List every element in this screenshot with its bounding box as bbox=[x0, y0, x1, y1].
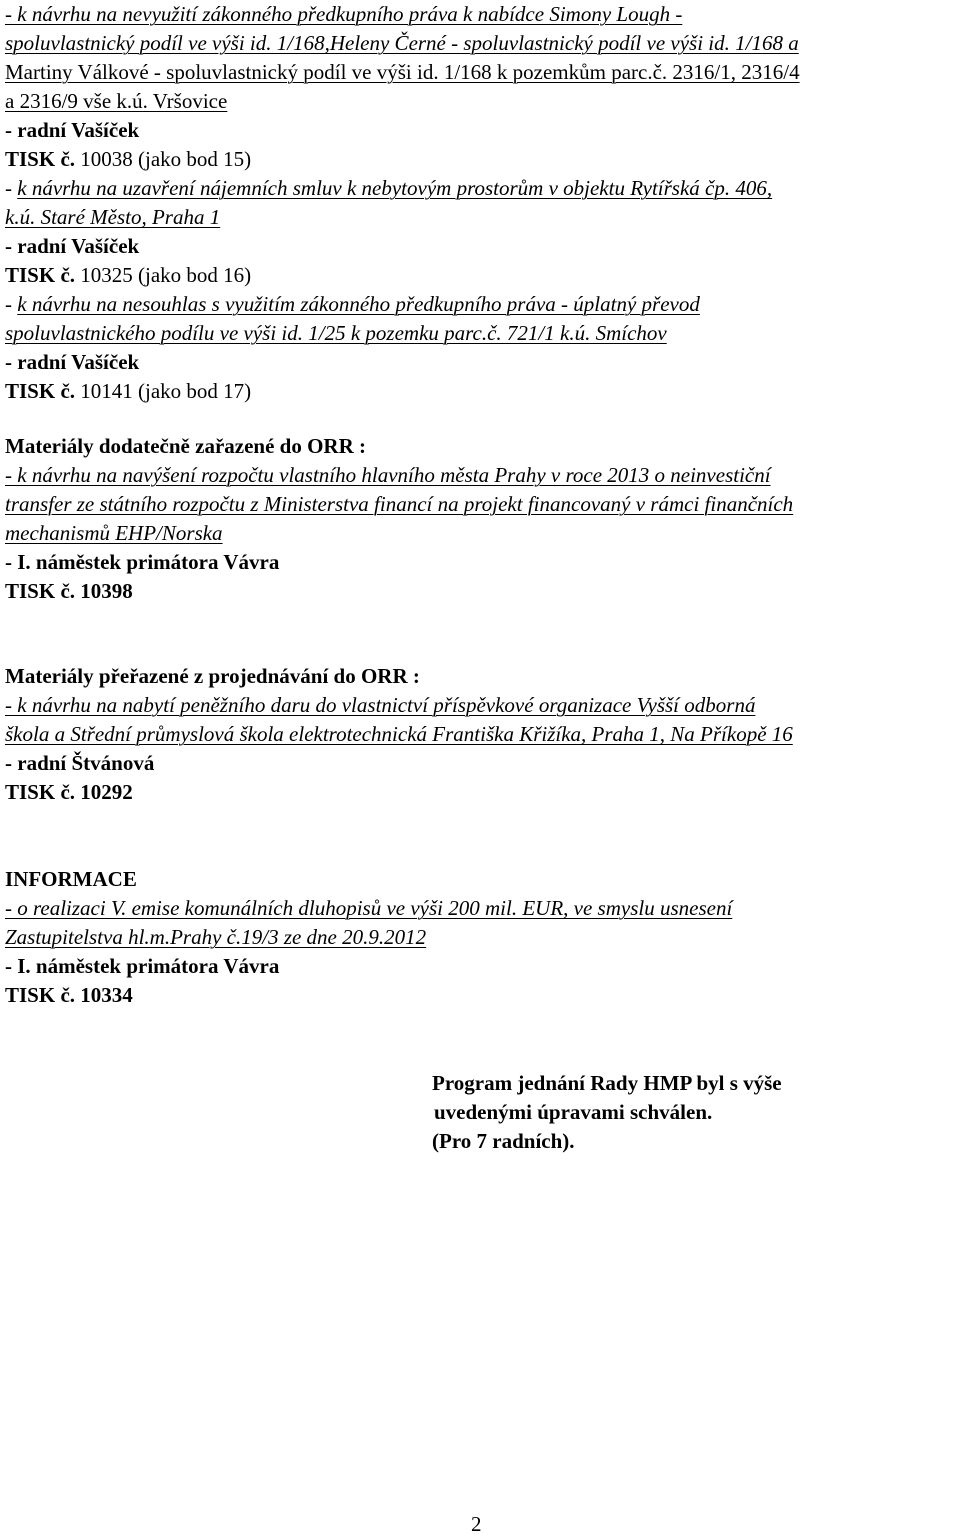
presenter: - I. náměstek primátora Vávra bbox=[5, 550, 280, 574]
item-text-line: k.ú. Staré Město, Praha 1 bbox=[5, 205, 221, 229]
section-heading: Materiály přeřazené z projednávání do ORR : bbox=[5, 664, 420, 688]
item-text: k návrhu na uzavření nájemních smluv k nebytovým prostorům v objektu Rytířská čp. 406, bbox=[17, 176, 773, 200]
tisk-reference: TISK č. 10292 bbox=[5, 780, 133, 804]
presenter: - I. náměstek primátora Vávra bbox=[5, 954, 280, 978]
item-text-line: - k návrhu na navýšení rozpočtu vlastního hlavního města Prahy v roce 2013 o neinvestiční bbox=[5, 463, 771, 487]
item-text-line: mechanismů EHP/Norska bbox=[5, 521, 223, 545]
item-text-line: škola a Střední průmyslová škola elektrotechnická Františka Křižíka, Praha 1, Na Příkopě 16 bbox=[5, 722, 793, 746]
tisk-note: (jako bod 16) bbox=[138, 263, 252, 287]
item-text-line: a 2316/9 vše k.ú. Vršovice bbox=[5, 89, 228, 113]
tisk-reference: TISK č. 10334 bbox=[5, 983, 133, 1007]
item-text-line: transfer ze státního rozpočtu z Ministerstva financí na projekt financovaný v rámci finančních bbox=[5, 492, 794, 516]
section-heading: INFORMACE bbox=[5, 867, 137, 891]
item-text-line: - k návrhu na nabytí peněžního daru do vlastnictví příspěvkové organizace Vyšší odborná bbox=[5, 693, 756, 717]
item-text: k návrhu na nesouhlas s využitím zákonného předkupního práva - úplatný převod bbox=[17, 292, 700, 316]
item-text-line: spoluvlastnický podíl ve výši id. 1/168,Heleny Černé - spoluvlastnický podíl ve výši id. 1/168 a bbox=[5, 31, 799, 55]
presenter: - radní Štvánová bbox=[5, 751, 155, 775]
item-dash: - bbox=[5, 176, 12, 200]
tisk-label: TISK č. bbox=[5, 263, 76, 287]
tisk-label: TISK č. bbox=[5, 147, 76, 171]
conclusion-line: Program jednání Rady HMP byl s výše bbox=[432, 1071, 782, 1095]
section-heading: Materiály dodatečně zařazené do ORR : bbox=[5, 434, 366, 458]
tisk-reference bbox=[5, 145, 251, 174]
tisk-number: 10325 bbox=[80, 263, 133, 287]
item-text-line: - k návrhu na nevyužití zákonného předkupního práva k nabídce Simony Lough - bbox=[5, 2, 683, 26]
presenter: - radní Vašíček bbox=[5, 234, 140, 258]
presenter: - radní Vašíček bbox=[5, 350, 140, 374]
tisk-reference bbox=[5, 261, 251, 290]
item-text-line bbox=[5, 174, 772, 203]
page-number: 2 bbox=[471, 1512, 482, 1536]
tisk-label: TISK č. bbox=[5, 379, 76, 403]
tisk-note: (jako bod 15) bbox=[138, 147, 252, 171]
item-text-line: spoluvlastnického podílu ve výši id. 1/25 k pozemku parc.č. 721/1 k.ú. Smíchov bbox=[5, 321, 667, 345]
tisk-number: 10141 bbox=[80, 379, 133, 403]
item-text-line: Martiny Válkové - spoluvlastnický podíl ve výši id. 1/168 k pozemkům parc.č. 2316/1, 2316/4 bbox=[5, 60, 800, 84]
tisk-reference bbox=[5, 377, 251, 406]
item-text-line bbox=[5, 290, 700, 319]
presenter: - radní Vašíček bbox=[5, 118, 140, 142]
tisk-reference: TISK č. 10398 bbox=[5, 579, 133, 603]
conclusion-line: (Pro 7 radních). bbox=[432, 1129, 575, 1153]
tisk-note: (jako bod 17) bbox=[138, 379, 252, 403]
item-text-line: Zastupitelstva hl.m.Prahy č.19/3 ze dne 20.9.2012 bbox=[5, 925, 427, 949]
item-dash: - bbox=[5, 292, 12, 316]
conclusion-line: uvedenými úpravami schválen. bbox=[434, 1100, 713, 1124]
item-text-line: - o realizaci V. emise komunálních dluhopisů ve výši 200 mil. EUR, ve smyslu usnesení bbox=[5, 896, 733, 920]
tisk-number: 10038 bbox=[80, 147, 133, 171]
